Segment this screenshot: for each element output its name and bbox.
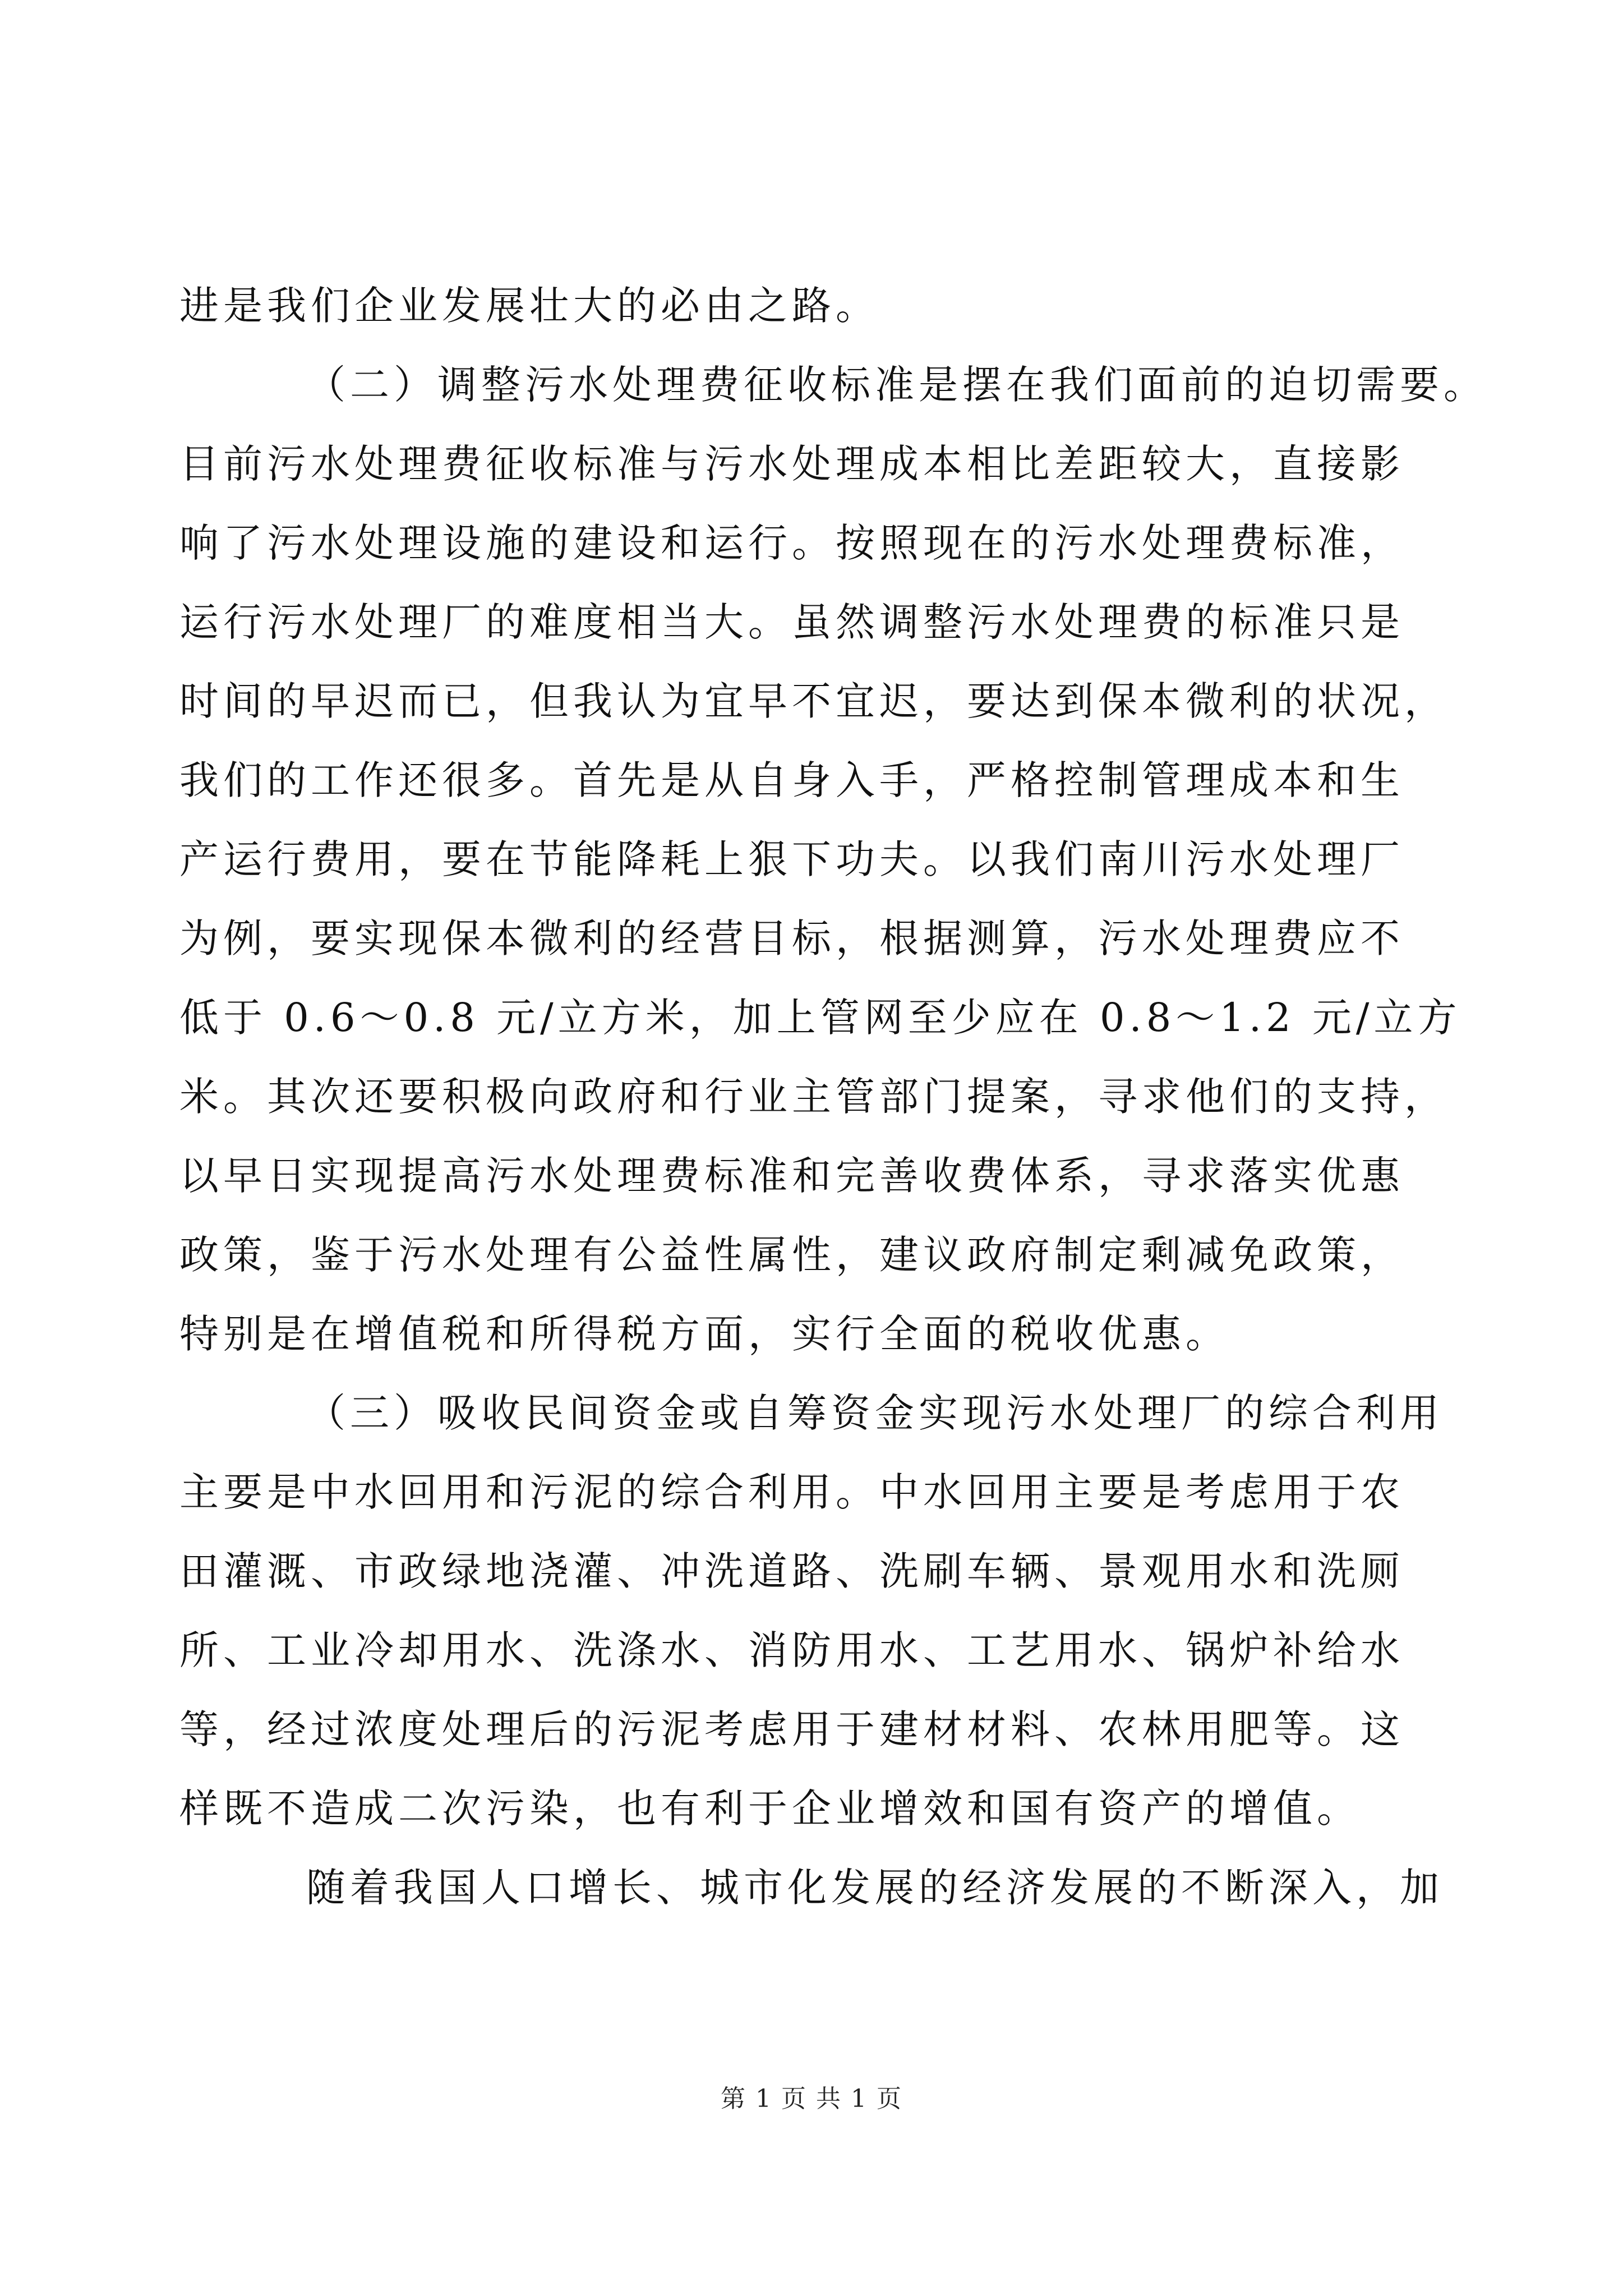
paragraph-line: 目前污水处理费征收标准与污水处理成本相比差距较大，直接影 <box>179 441 1404 487</box>
paragraph-line: 政策，鉴于污水处理有公益性属性，建议政府制定剩减免政策， <box>179 1232 1404 1278</box>
paragraph-line: 我们的工作还很多。首先是从自身入手，严格控制管理成本和生 <box>179 757 1404 803</box>
paragraph-line: 产运行费用，要在节能降耗上狠下功夫。以我们南川污水处理厂 <box>179 836 1404 882</box>
paragraph-line: 样既不造成二次污染，也有利于企业增效和国有资产的增值。 <box>179 1786 1361 1832</box>
paragraph-line: 以早日实现提高污水处理费标准和完善收费体系，寻求落实优惠 <box>179 1153 1404 1199</box>
paragraph-line: 田灌溉、市政绿地浇灌、冲洗道路、洗刷车辆、景观用水和洗厕 <box>179 1548 1404 1594</box>
paragraph-line: 等，经过浓度处理后的污泥考虑用于建材材料、农林用肥等。这 <box>179 1706 1404 1752</box>
paragraph-line: 所、工业冷却用水、洗涤水、消防用水、工艺用水、锅炉补给水 <box>179 1627 1404 1673</box>
paragraph-line: 为例，要实现保本微利的经营目标，根据测算，污水处理费应不 <box>179 915 1404 961</box>
paragraph-line: 低于 0.6～0.8 元/立方米，加上管网至少应在 0.8～1.2 元/立方 <box>179 995 1461 1041</box>
document-body <box>179 266 1487 1927</box>
paragraph-line: 进是我们企业发展壮大的必由之路。 <box>179 283 879 329</box>
paragraph-line: 特别是在增值税和所得税方面，实行全面的税收优惠。 <box>179 1311 1229 1357</box>
paragraph-line: 主要是中水回用和污泥的综合利用。中水回用主要是考虑用于农 <box>179 1469 1404 1515</box>
page-number-footer: 第 1 页 共 1 页 <box>721 2085 902 2113</box>
paragraph-line: 米。其次还要积极向政府和行业主管部门提案，寻求他们的支持， <box>179 1074 1448 1120</box>
paragraph-line: （二）调整污水处理费征收标准是摆在我们面前的迫切需要。 <box>306 362 1487 408</box>
paragraph-line: （三）吸收民间资金或自筹资金实现污水处理厂的综合利用 <box>306 1390 1444 1436</box>
paragraph-line: 运行污水处理厂的难度相当大。虽然调整污水处理费的标准只是 <box>179 599 1404 645</box>
paragraph-line: 响了污水处理设施的建设和运行。按照现在的污水处理费标准， <box>179 520 1404 566</box>
paragraph-line: 随着我国人口增长、城市化发展的经济发展的不断深入，加 <box>306 1865 1444 1911</box>
paragraph-line: 时间的早迟而已，但我认为宜早不宜迟，要达到保本微利的状况， <box>179 678 1448 724</box>
